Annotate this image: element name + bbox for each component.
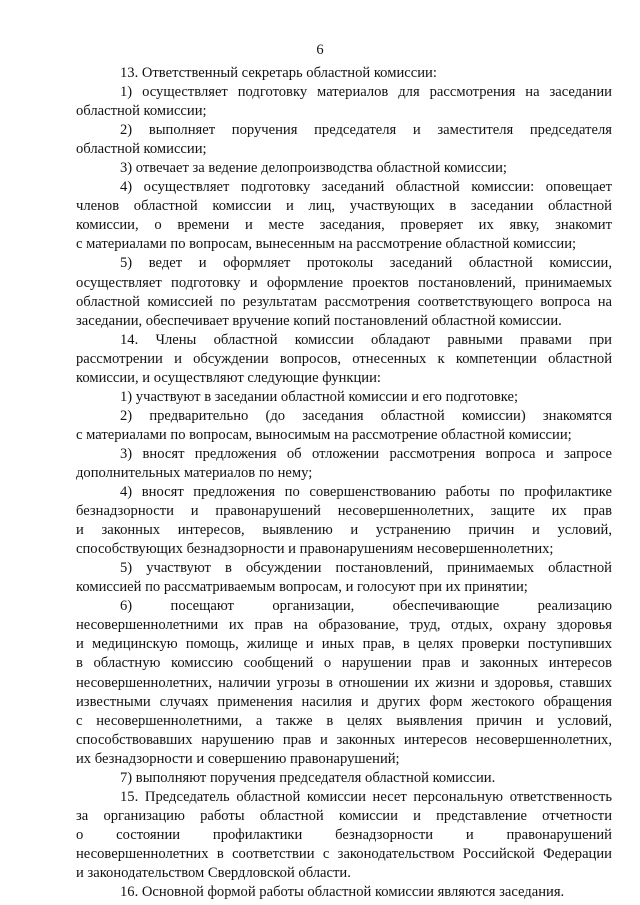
text-line: 16. Основной формой работы областной комиссии являются заседания. bbox=[120, 884, 565, 901]
text-line: 13. Ответственный секретарь областной комиссии: bbox=[120, 65, 437, 81]
text-line: способствующих безнадзорности и правонарушениям несовершеннолетних; bbox=[76, 541, 554, 558]
text-line: 14. Члены областной комиссии обладают равными правами при bbox=[120, 331, 612, 348]
text-line: 7) выполняют поручения председателя областной комиссии. bbox=[120, 769, 496, 786]
text-line: несовершеннолетними их прав на образование, труд, отдых, охрану здоровья bbox=[76, 617, 612, 634]
text-line: в областную комиссию сообщений о нарушении прав и законных интересов bbox=[76, 655, 612, 672]
text-line: за организацию работы областной комиссии и представление отчетности bbox=[76, 807, 612, 824]
text-line: 1) участвуют в заседании областной комиссии и его подготовке; bbox=[120, 388, 519, 405]
text-line: рассмотрении и обсуждении вопросов, отнесенных к компетенции областной bbox=[76, 350, 612, 367]
page-number: 6 bbox=[316, 42, 324, 58]
text-line: о состоянии профилактики безнадзорности и правонарушений bbox=[76, 826, 612, 843]
text-line: с несовершеннолетними, а также в целях выявления причин и условий, bbox=[76, 712, 612, 729]
text-line: с материалами по вопросам, выносимым на рассмотрение областной комиссии; bbox=[76, 426, 572, 443]
text-line: 6) посещают организации, обеспечивающие реализацию bbox=[120, 598, 612, 615]
text-line: 4) осуществляет подготовку заседаний областной комиссии: оповещает bbox=[120, 179, 612, 196]
text-line: комиссии, о времени и месте заседания, проверяет их явку, знакомит bbox=[76, 217, 612, 234]
text-line: комиссии, и осуществляют следующие функции: bbox=[76, 369, 381, 386]
text-line: безнадзорности и правонарушений несовершеннолетних, защите их прав bbox=[76, 503, 612, 520]
document-body bbox=[76, 64, 612, 902]
text-line: несовершеннолетних, наличии угрозы в отношении их жизни и здоровья, ставших bbox=[76, 674, 612, 691]
text-line: членов областной комиссии и лиц, участвующих в заседании областной bbox=[76, 198, 612, 215]
text-line: заседании, обеспечивает вручение копий постановлений областной комиссии. bbox=[76, 312, 562, 329]
text-line: 4) вносят предложения по совершенствованию работы по профилактике bbox=[120, 484, 612, 501]
text-line: и законодательством Свердловской области. bbox=[76, 864, 351, 881]
text-line: известными случаях применения насилия и других форм жестокого обращения bbox=[76, 693, 612, 710]
text-line: комиссией по рассматриваемым вопросам, и голосуют при их принятии; bbox=[76, 579, 528, 596]
text-line: областной комиссией по результатам рассмотрения соответствующего вопроса на bbox=[76, 293, 612, 310]
text-line: несовершеннолетних в соответствии с законодательством Российской Федерации bbox=[76, 845, 612, 862]
text-line: областной комиссии; bbox=[76, 103, 207, 120]
text-line: их безнадзорности и совершению правонарушений; bbox=[76, 750, 400, 767]
text-line: 15. Председатель областной комиссии несет персональную ответственность bbox=[120, 788, 612, 805]
text-line: и медицинскую помощь, жилище и иных прав, в целях проверки поступивших bbox=[76, 636, 612, 653]
text-line: с материалами по вопросам, вынесенным на рассмотрение областной комиссии; bbox=[76, 236, 577, 253]
text-line: 2) предварительно (до заседания областной комиссии) знакомятся bbox=[120, 407, 612, 424]
text-line: 3) отвечает за ведение делопроизводства областной комиссии; bbox=[120, 160, 507, 177]
text-line: способствовавших нарушению прав и законных интересов несовершеннолетних, bbox=[76, 731, 612, 748]
text-line: 5) ведет и оформляет протоколы заседаний областной комиссии, bbox=[120, 255, 612, 272]
text-line: областной комиссии; bbox=[76, 141, 207, 158]
text-line: и законных интересов, выявлению и устранению причин и условий, bbox=[76, 522, 612, 539]
text-line: осуществляет подготовку и оформление проектов постановлений, принимаемых bbox=[76, 274, 612, 291]
text-line: 3) вносят предложения об отложении рассмотрения вопроса и запросе bbox=[120, 445, 612, 462]
text-line: 1) осуществляет подготовку материалов для рассмотрения на заседании bbox=[120, 84, 612, 101]
text-line: 5) участвуют в обсуждении постановлений, принимаемых областной bbox=[120, 560, 612, 577]
text-line: дополнительных материалов по нему; bbox=[76, 464, 313, 481]
text-line: 2) выполняет поручения председателя и заместителя председателя bbox=[120, 122, 612, 139]
